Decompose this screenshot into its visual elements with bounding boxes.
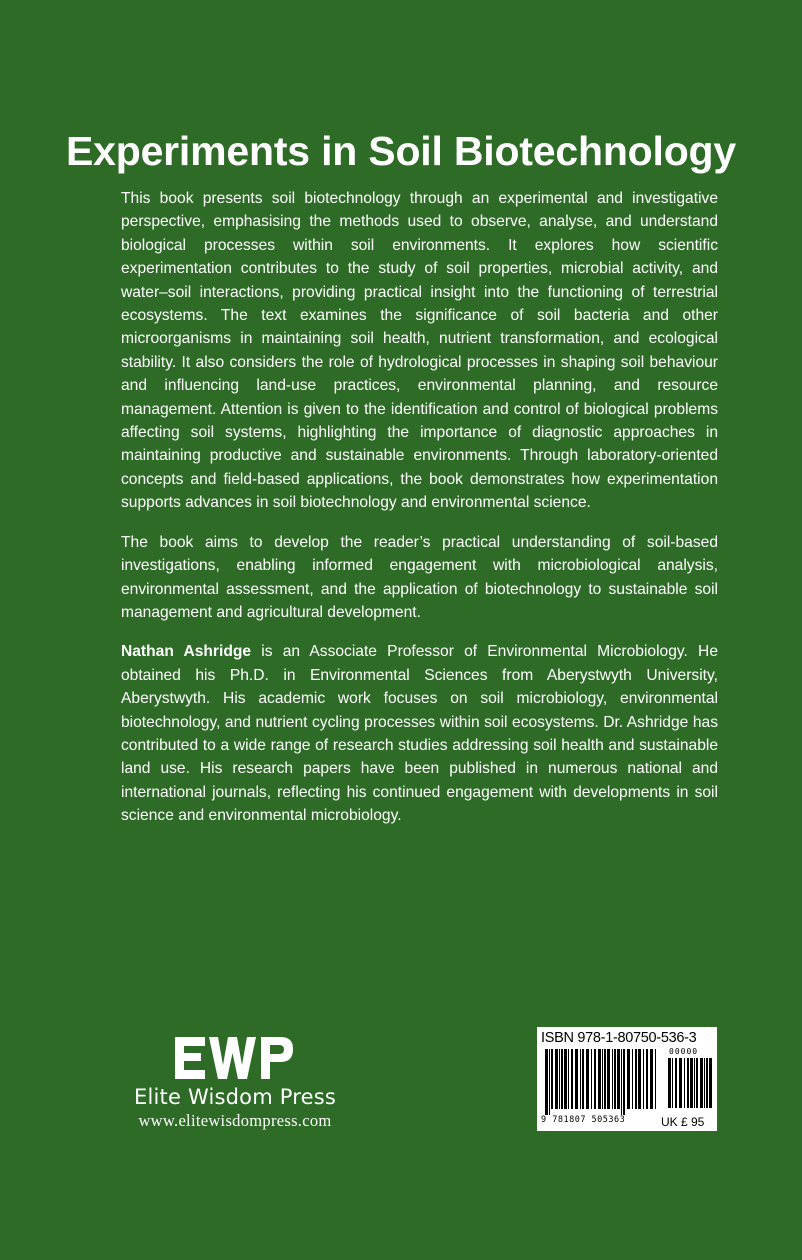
isbn-barcode xyxy=(537,1027,717,1131)
barcode-bar xyxy=(571,1049,573,1109)
barcode-bar xyxy=(687,1058,689,1108)
barcode-bar xyxy=(575,1049,578,1109)
barcode-bar xyxy=(586,1049,589,1109)
price: UK £ 95 xyxy=(661,1115,705,1129)
barcode-bar xyxy=(621,1049,622,1115)
publisher-url: www.elitewisdompress.com xyxy=(138,1111,332,1130)
addon-digits: 00000 xyxy=(669,1047,699,1056)
book-title: Experiments in Soil Biotechnology xyxy=(65,128,736,174)
barcode-bar xyxy=(598,1049,601,1109)
barcode-bars xyxy=(545,1049,657,1115)
barcode-bar xyxy=(646,1049,648,1109)
barcode-bar xyxy=(709,1058,712,1108)
barcode-bar xyxy=(635,1049,637,1109)
barcode-bar xyxy=(655,1049,656,1109)
barcode-bar xyxy=(614,1049,616,1109)
barcode-bar xyxy=(564,1049,567,1109)
barcode-bar xyxy=(675,1058,677,1108)
barcode-bar xyxy=(672,1058,673,1108)
barcode-bar xyxy=(706,1058,708,1108)
barcode-bar xyxy=(551,1049,553,1109)
barcode-bar xyxy=(650,1049,653,1109)
barcode-bar xyxy=(607,1049,610,1109)
author-bio xyxy=(121,640,718,827)
isbn-number: ISBN 978-1-80750-536-3 xyxy=(541,1030,697,1046)
barcode-bar xyxy=(632,1049,633,1109)
publisher-block xyxy=(110,1035,360,1131)
addon-barcode-bars xyxy=(668,1058,712,1114)
barcode-bar xyxy=(694,1058,695,1108)
barcode-bar xyxy=(679,1058,682,1108)
barcode-bar xyxy=(559,1049,560,1109)
barcode-bar xyxy=(602,1049,603,1109)
description-paragraph-2: The book aims to develop the reader’s practical understanding of soil-based investigations, enabling informed engagement with microbiological analysis, environmental assessment, and the application of biotechnology to sustainable soil management and agricultural development. xyxy=(121,533,718,621)
author-bio-text: is an Associate Professor of Environmental Microbiology. He obtained his Ph.D. in Environmental Sciences from Aberystwyth University, Aberystwyth. His academic work focuses on soil microbiology, environmental biotechnology, and nutrient cycling processes within soil ecosystems. Dr. Ashridge has contributed to a wide range of research studies addressing soil health and sustainable land use. His research papers have been published in numerous national and international journals, reflecting his continued engagement with developments in soil science and environmental microbiology. xyxy=(121,643,718,825)
barcode-bar xyxy=(604,1049,606,1109)
barcode-bar xyxy=(580,1049,581,1109)
barcode-bar xyxy=(690,1058,693,1108)
barcode-digits: 9 781807 505363 xyxy=(541,1115,626,1125)
barcode-bar xyxy=(594,1049,596,1109)
barcode-bar xyxy=(617,1049,620,1109)
barcode-bar xyxy=(545,1049,548,1115)
barcode-bar xyxy=(684,1058,685,1108)
back-cover-text xyxy=(121,187,718,844)
barcode-bar xyxy=(638,1049,641,1109)
barcode-bar xyxy=(549,1049,550,1115)
description-paragraph-1: This book presents soil biotechnology through an experimental and investigative perspective, emphasising the methods used to observe, analyse, and understand biological processes within soil environments. It explores how scientific experimentation contributes to the study of soil properties, microbial activity, and water–soil interactions, providing practical insight into the functioning of terrestrial ecosystems. The text examines the significance of soil bacteria and other microorganisms in maintaining soil health, nutrient transformation, and ecological stability. It also considers the role of hydrological processes in shaping soil behaviour and influencing land-use practices, environmental planning, and resource management. Attention is given to the identification and control of biological problems affecting soil systems, highlighting the importance of diagnostic approaches in maintaining productive and sustainable environments. Through laboratory-oriented concepts and field-based applications, the book demonstrates how experimentation supports advances in soil biotechnology and environmental science. xyxy=(121,190,718,512)
barcode-bar xyxy=(623,1049,625,1115)
barcode-bar xyxy=(668,1058,671,1108)
publisher-name: Elite Wisdom Press xyxy=(133,1085,337,1109)
barcode-bar xyxy=(561,1049,563,1109)
publisher-logo xyxy=(175,1035,295,1081)
barcode-bar xyxy=(704,1058,705,1108)
barcode-bar xyxy=(700,1058,703,1108)
barcode-bar xyxy=(555,1049,558,1109)
barcode-bar xyxy=(568,1049,569,1109)
barcode-bar xyxy=(591,1049,592,1109)
barcode-bar xyxy=(627,1049,630,1109)
author-name: Nathan Ashridge xyxy=(121,643,252,661)
barcode-bar xyxy=(612,1049,613,1109)
barcode-bar xyxy=(643,1049,644,1109)
barcode-bar xyxy=(582,1049,584,1109)
barcode-bar xyxy=(696,1058,698,1108)
